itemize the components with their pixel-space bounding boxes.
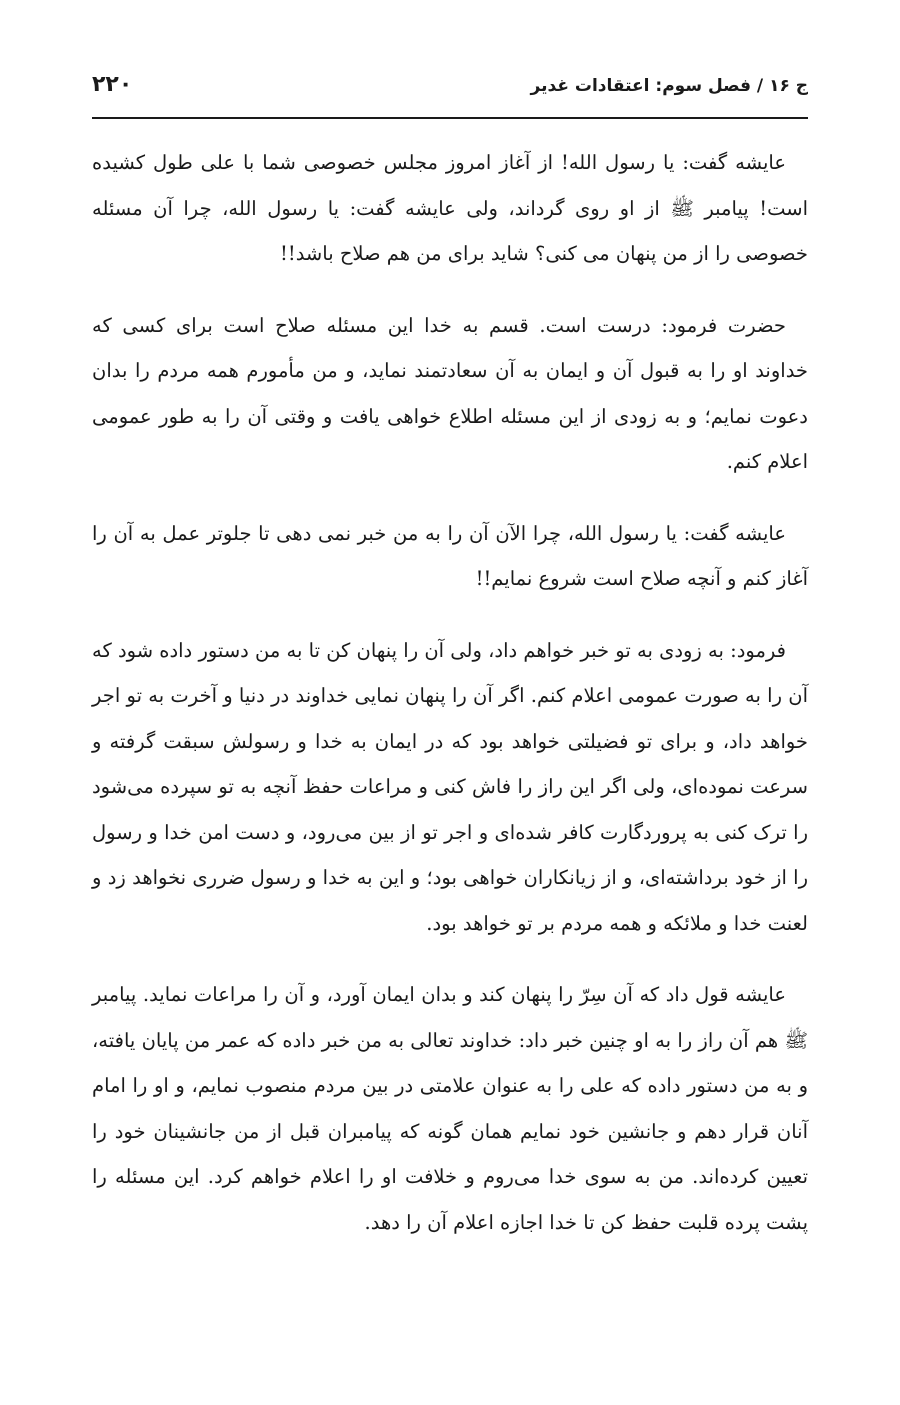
- body-text: [92, 140, 808, 1271]
- book-page: [92, 0, 808, 1405]
- running-title: ج ۱۶ / فصل سوم: اعتقادات غدیر: [530, 76, 808, 96]
- paragraph-4: فرمود: به زودی به تو خبر خواهم داد، ولی آن را پنهان کن تا به من دستور داده شود که آن را به صورت عمومی اعلام کنم. اگر آن را پنهان نمایی خداوند در دنیا و آخرت به تو اجر خواهد داد، و برای تو فضیلتی خواهد بود که در ایمان به خدا و رسولش سبقت گرفته و سرعت نموده‌ای، ولی اگر این راز را فاش کنی و مراعات حفظ آنچه به تو سپرده می‌شود را ترک کنی به پروردگارت کافر شده‌ای و اجر تو از بین می‌رود، و دست امن خدا و رسول را از خود برداشته‌ای، و از زیانکاران خواهی بود؛ و این به خدا و رسول ضرری نخواهد زد و لعنت خدا و ملائکه و همه مردم بر تو خواهد بود.: [92, 638, 808, 935]
- header-rule: [92, 117, 808, 119]
- paragraph-5: عایشه قول داد که آن سِرّ را پنهان کند و بدان ایمان آورد، و آن را مراعات نماید. پیامبر ﷺ هم آن راز را به او چنین خبر داد: خداوند تعالی به من خبر داده که عمر من پایان یافته، و به من دستور داده که علی را به عنوان علامتی در بین مردم منصوب نمایم، و او را امام آنان قرار دهم و جانشین خود نمایم همان گونه که پیامبران قبل از من جانشینان خود را تعیین کرده‌اند. من به سوی خدا می‌روم و خلافت او را اعلام خواهم کرد. این مسئله را پشت پرده قلبت حفظ کن تا خدا اجازه اعلام آن را دهد.: [92, 983, 808, 1234]
- paragraph-1: عایشه گفت: یا رسول الله! از آغاز امروز مجلس خصوصی شما با علی طول کشیده است! پیامبر ﷺ از او روی گرداند، ولی عایشه گفت: یا رسول الله، چرا آن مسئله خصوصی را از من پنهان می کنی؟ شاید برای من هم صلاح باشد!!: [92, 151, 808, 265]
- page-header: [92, 72, 808, 112]
- page-number: ۲۲۰: [92, 72, 133, 97]
- paragraph-3: عایشه گفت: یا رسول الله، چرا الآن آن را به من خبر نمی دهی تا جلوتر عمل به آن را آغاز کنم و آنچه صلاح است شروع نمایم!!: [92, 521, 808, 590]
- paragraph-2: حضرت فرمود: درست است. قسم به خدا این مسئله صلاح است برای کسی که خداوند او را به قبول آن و ایمان به آن سعادتمند نماید، و من مأمورم همه مردم را بدان دعوت نمایم؛ و به زودی از این مسئله اطلاع خواهی یافت و وقتی آن را به طور عمومی اعلام کنم.: [92, 313, 808, 473]
